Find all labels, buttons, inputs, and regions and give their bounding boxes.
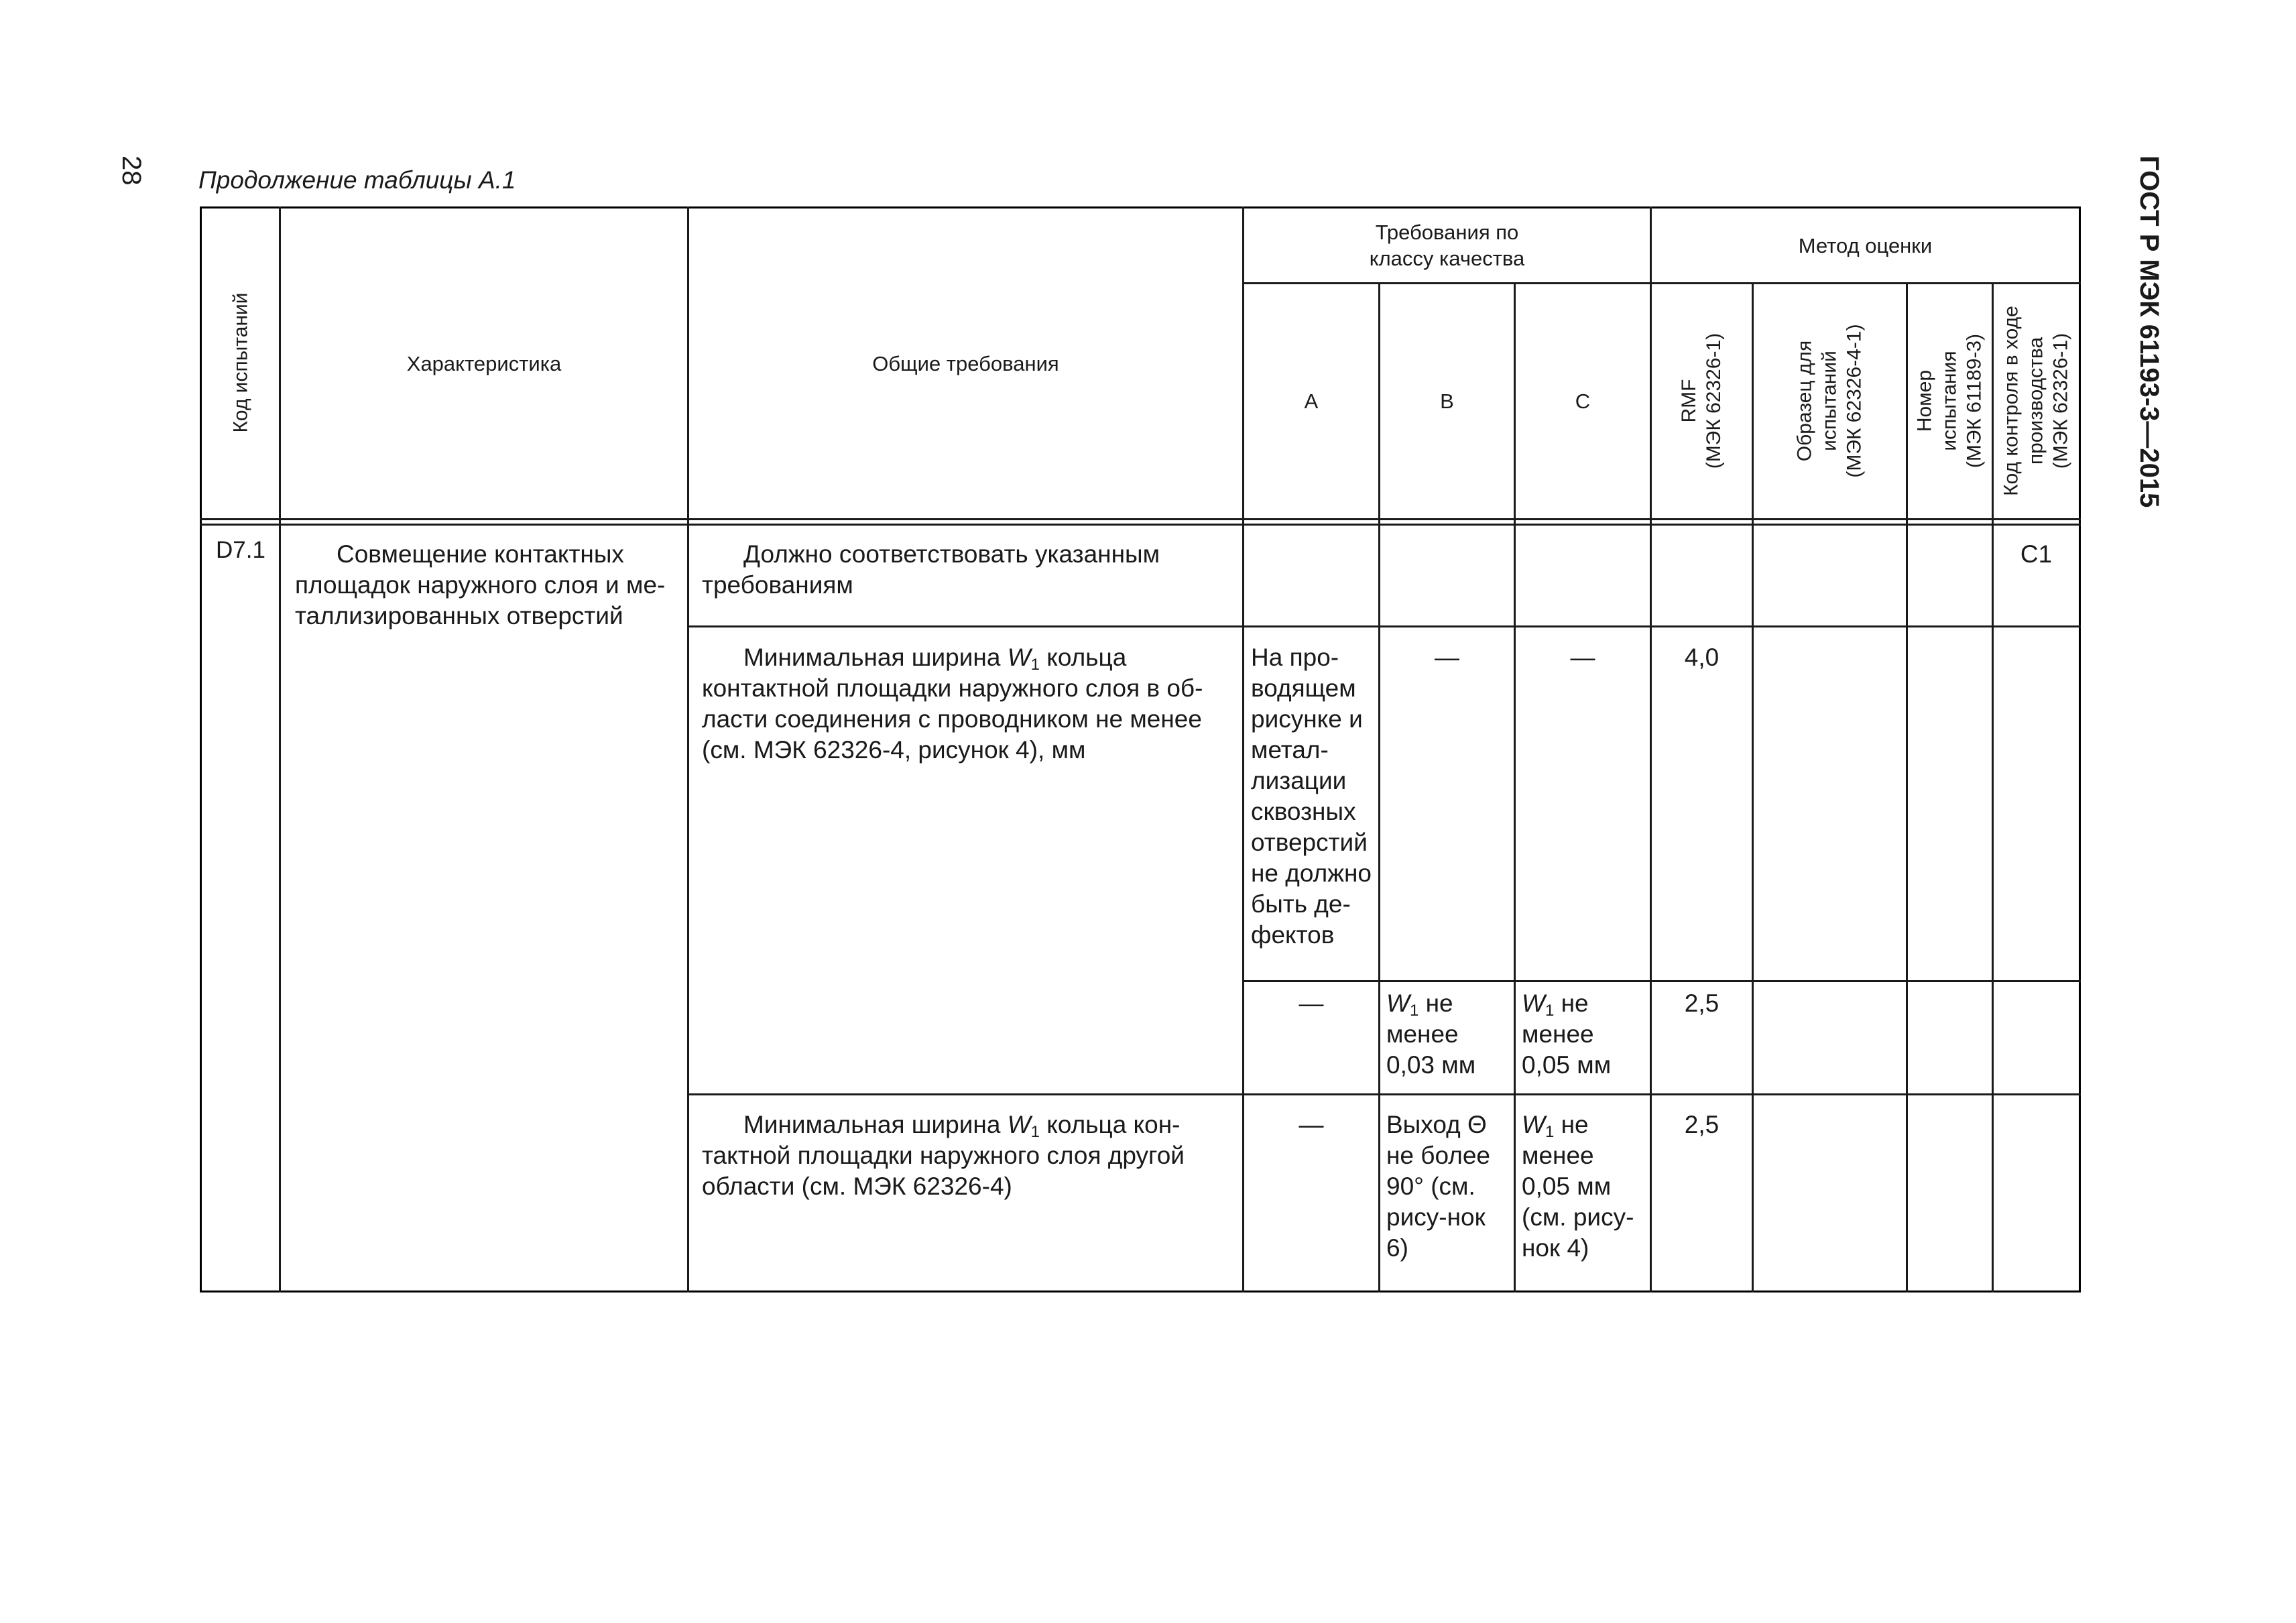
row4-c-sub: 1 bbox=[1545, 1123, 1555, 1141]
header-characteristic: Характеристика bbox=[406, 351, 562, 375]
header-rmf-line1: RMF bbox=[1678, 379, 1700, 423]
row4-class-a: — bbox=[1298, 1111, 1324, 1138]
row2-req-suffix: кольца контактной площадки наружного слоя в об-ласти соединения с проводником не менее (см. МЭК 62326-4, рисунок 4), мм bbox=[702, 644, 1203, 764]
row3-b-symbol: W bbox=[1386, 989, 1410, 1017]
table-caption: Продолжение таблицы А.1 bbox=[198, 166, 516, 194]
header-test-number-line2: испытания bbox=[1938, 351, 1961, 451]
row3-c-text: не менее 0,05 мм bbox=[1522, 989, 1612, 1079]
row3-class-c bbox=[1522, 988, 1646, 1081]
row2-rmf: 4,0 bbox=[1684, 644, 1719, 671]
header-test-number-line3: (МЭК 61189-3) bbox=[1963, 333, 1986, 469]
header-quality-class bbox=[1244, 208, 1650, 282]
row1-control-code: C1 bbox=[2020, 540, 2053, 568]
header-general-requirements: Общие требования bbox=[872, 351, 1059, 375]
header-class-a: A bbox=[1304, 389, 1319, 413]
row4-c-symbol: W bbox=[1522, 1111, 1545, 1138]
row4-req-suffix: кольца кон-тактной площадки наружного слоя другой области (см. МЭК 62326-4) bbox=[702, 1111, 1185, 1200]
row3-b-text: не менее 0,03 мм bbox=[1386, 989, 1476, 1079]
row4-class-b: Выход Θ не более 90° (см. рису-нок 6) bbox=[1386, 1111, 1490, 1262]
row3-class-a: — bbox=[1298, 989, 1324, 1017]
row3-class-b bbox=[1386, 988, 1510, 1081]
row2-class-a: На про-водящем рисунке и метал-лизации сквозных отверстий не должно быть де-фектов bbox=[1251, 644, 1372, 949]
header-specimen-line1: Образец для bbox=[1793, 340, 1816, 462]
row2-req-symbol: W bbox=[1007, 644, 1031, 671]
row4-req-symbol: W bbox=[1007, 1111, 1031, 1138]
header-class-b: B bbox=[1440, 389, 1454, 413]
row2-class-b: — bbox=[1435, 644, 1459, 671]
row4-rmf: 2,5 bbox=[1684, 1111, 1719, 1138]
header-production-control-line2: производства bbox=[2025, 337, 2047, 465]
row4-class-c bbox=[1522, 1109, 1646, 1264]
row2-class-c: — bbox=[1570, 644, 1595, 671]
header-rmf bbox=[1677, 333, 1726, 469]
header-quality-class-text: Требования по классу качества bbox=[1369, 221, 1525, 270]
header-rmf-line2: (МЭК 62326-1) bbox=[1703, 333, 1725, 469]
header-assessment-method: Метод оценки bbox=[1798, 233, 1933, 257]
header-test-number bbox=[1913, 334, 1987, 468]
row4-req-sub: 1 bbox=[1030, 1123, 1040, 1141]
header-specimen bbox=[1793, 324, 1867, 477]
characteristic-cell: Совмещение контактных площадок наружного слоя и ме-таллизированных отверстий bbox=[295, 540, 666, 629]
header-production-control-line3: (МЭК 62326-1) bbox=[2049, 333, 2072, 469]
row3-c-symbol: W bbox=[1522, 989, 1545, 1017]
row4-req-prefix: Минимальная ширина bbox=[743, 1111, 1008, 1138]
header-production-control bbox=[1999, 306, 2073, 496]
row3-rmf: 2,5 bbox=[1684, 989, 1719, 1017]
row2-requirement bbox=[702, 642, 1231, 766]
header-test-number-line1: Номер bbox=[1913, 369, 1936, 432]
header-production-control-line1: Код контроля в ходе bbox=[2000, 306, 2022, 496]
header-class-c: C bbox=[1575, 389, 1591, 413]
page-number: 28 bbox=[117, 156, 146, 186]
header-specimen-line3: (МЭК 62326-4-1) bbox=[1843, 324, 1866, 478]
row2-req-sub: 1 bbox=[1030, 656, 1040, 674]
header-test-code: Код испытаний bbox=[229, 292, 252, 433]
test-code-cell: D7.1 bbox=[216, 537, 265, 563]
row3-c-sub: 1 bbox=[1545, 1002, 1555, 1020]
row4-c-text: не менее 0,05 мм (см. рису-нок 4) bbox=[1522, 1111, 1634, 1262]
row1-requirement: Должно соответствовать указанным требованиям bbox=[702, 540, 1160, 599]
row2-req-prefix: Минимальная ширина bbox=[743, 644, 1008, 671]
row4-requirement bbox=[702, 1109, 1231, 1202]
standard-title: ГОСТ Р МЭК 61193-3—2015 bbox=[2134, 156, 2164, 508]
header-specimen-line2: испытаний bbox=[1818, 351, 1841, 451]
row3-b-sub: 1 bbox=[1409, 1002, 1419, 1020]
